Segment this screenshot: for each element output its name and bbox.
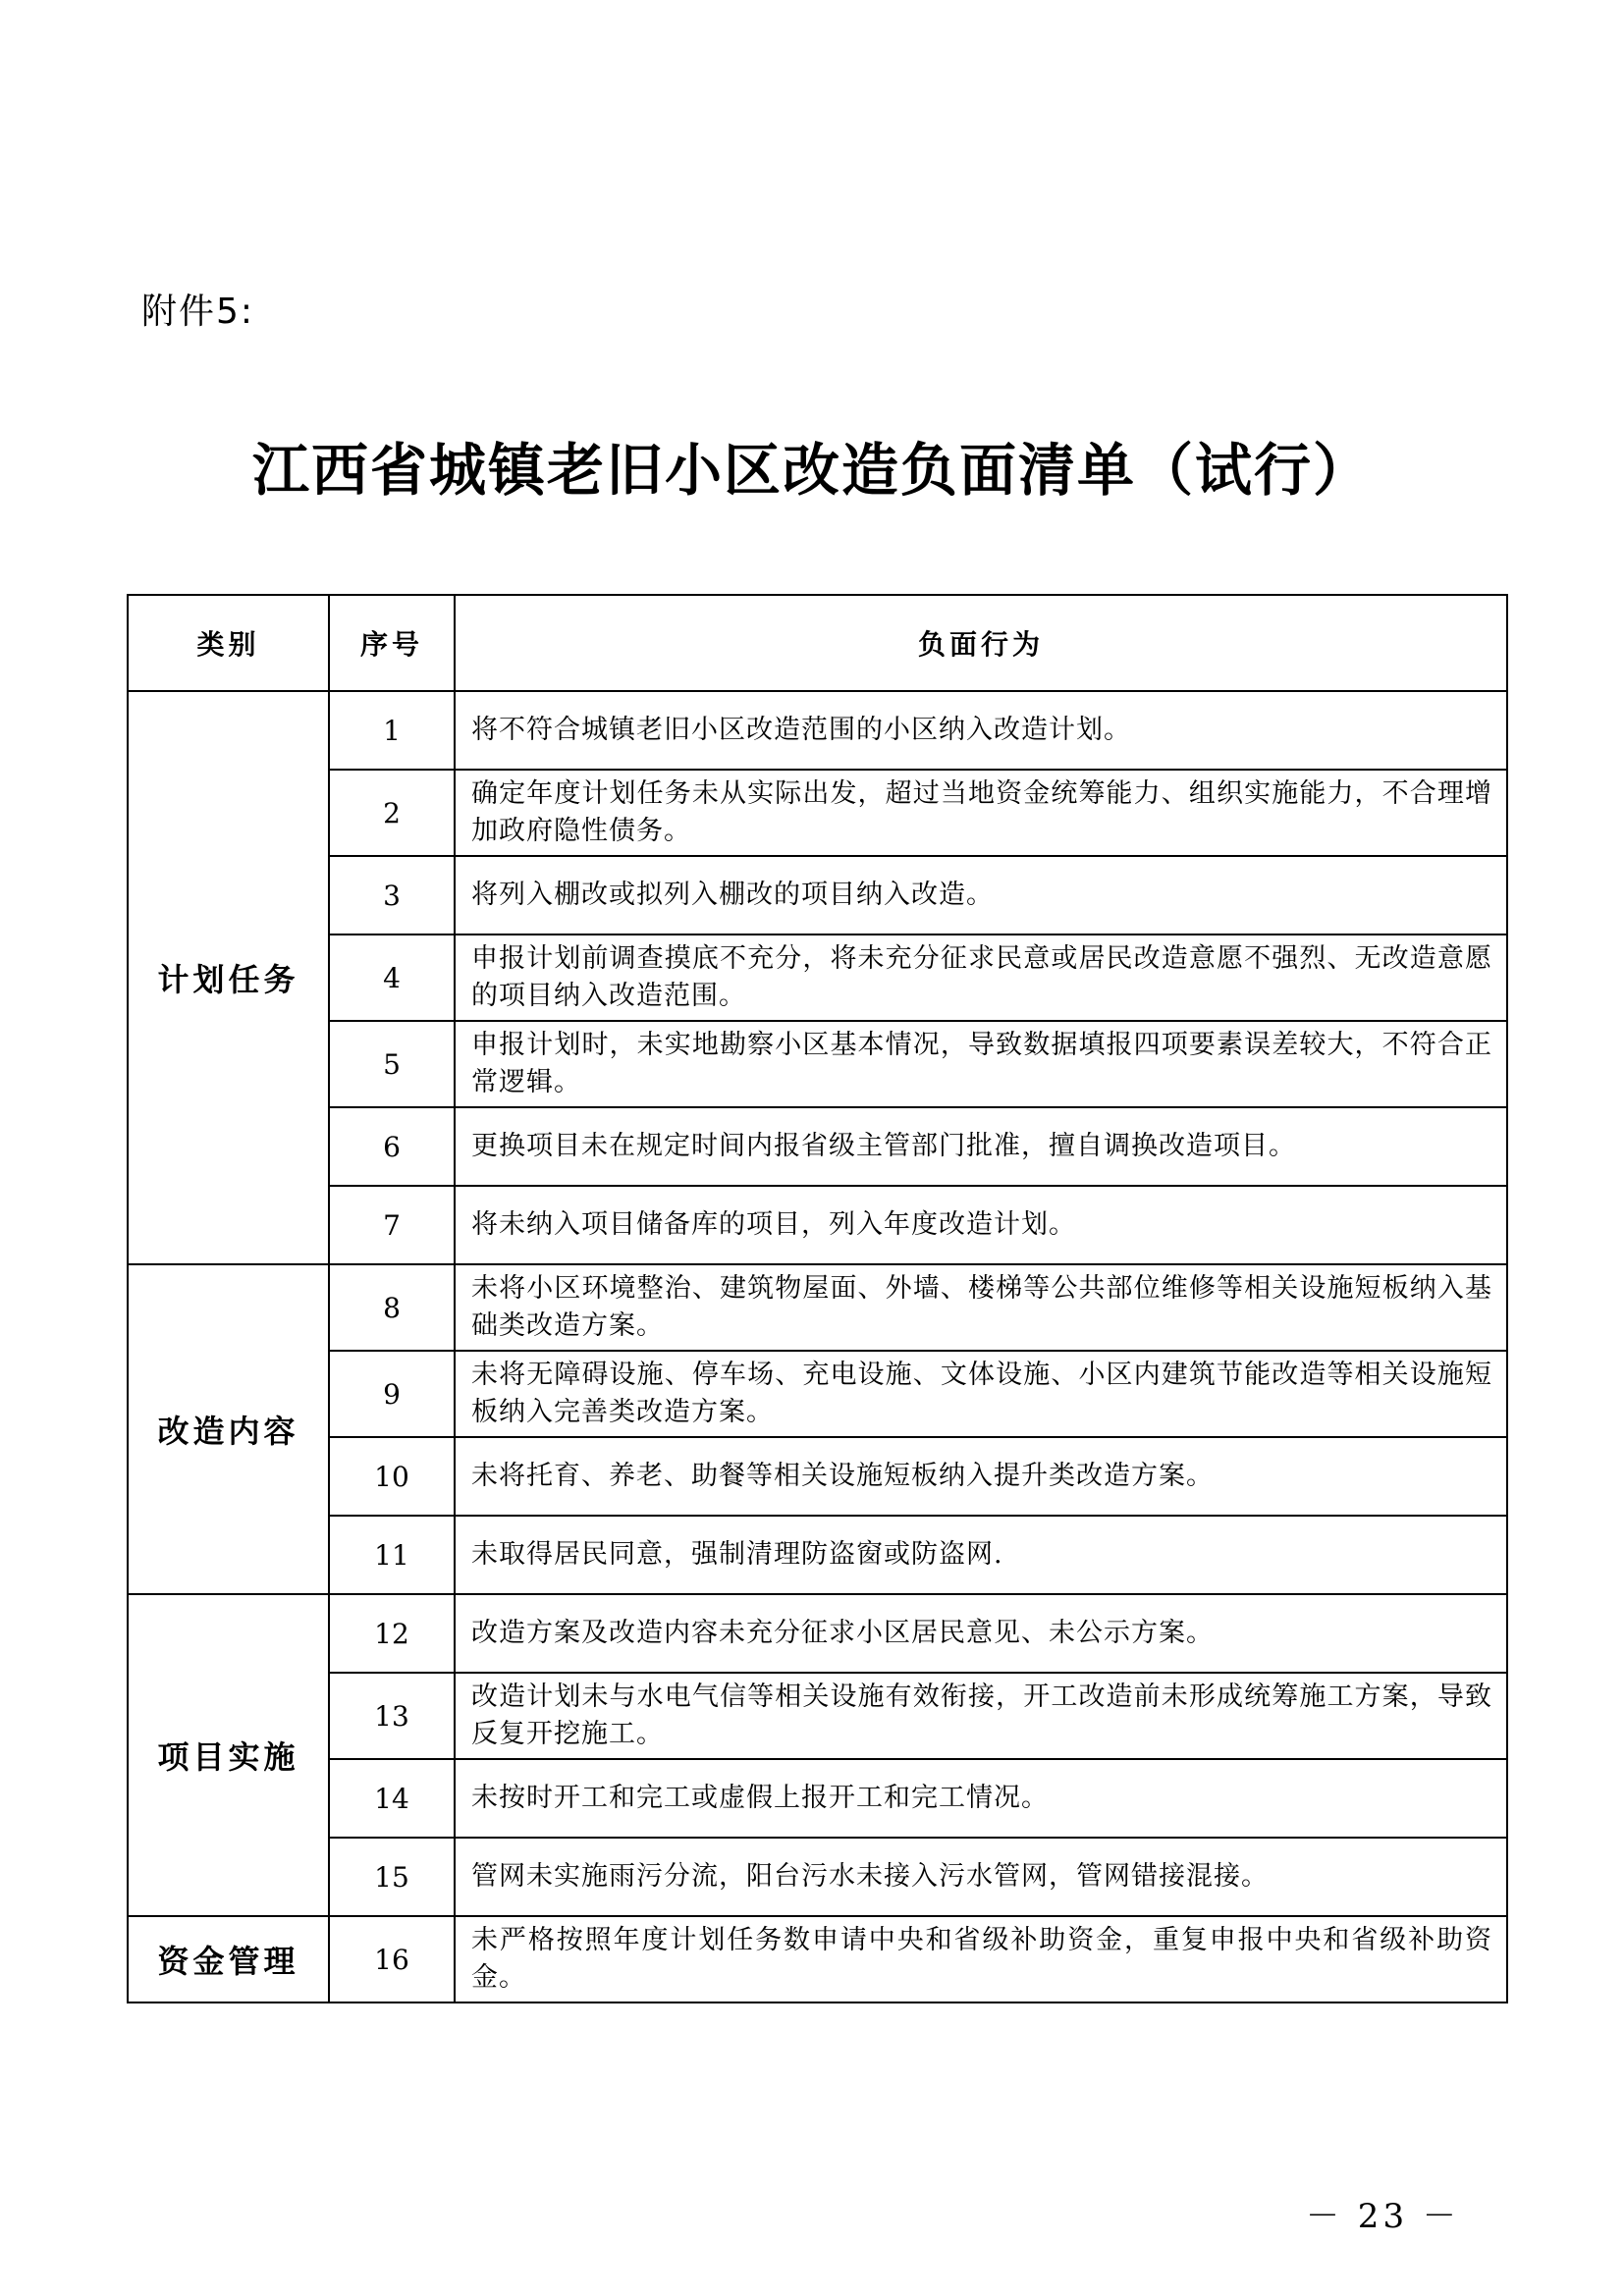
table-row (128, 1759, 1507, 1838)
number-cell: 7 (329, 1186, 455, 1264)
document-title: 江西省城镇老旧小区改造负面清单（试行） (251, 437, 1372, 504)
negative-list-table (127, 594, 1508, 2003)
number-cell: 14 (329, 1759, 455, 1838)
category-cell: 项目实施 (128, 1594, 329, 1916)
behavior-cell: 未将托育、养老、助餐等相关设施短板纳入提升类改造方案。 (455, 1437, 1507, 1516)
table-row (128, 1516, 1507, 1594)
behavior-cell: 未将无障碍设施、停车场、充电设施、文体设施、小区内建筑节能改造等相关设施短板纳入完善类改造方案。 (455, 1351, 1507, 1437)
behavior-cell: 将不符合城镇老旧小区改造范围的小区纳入改造计划。 (455, 691, 1507, 770)
behavior-cell: 未将小区环境整治、建筑物屋面、外墙、楼梯等公共部位维修等相关设施短板纳入基础类改造方案。 (455, 1264, 1507, 1351)
behavior-cell: 改造计划未与水电气信等相关设施有效衔接，开工改造前未形成统筹施工方案，导致反复开挖施工。 (455, 1673, 1507, 1759)
behavior-cell: 确定年度计划任务未从实际出发，超过当地资金统筹能力、组织实施能力，不合理增加政府隐性债务。 (455, 770, 1507, 856)
header-category: 类别 (128, 595, 329, 691)
attachment-label: 附件5: (141, 292, 255, 332)
category-cell: 计划任务 (128, 691, 329, 1264)
category-cell: 资金管理 (128, 1916, 329, 2002)
behavior-cell: 未按时开工和完工或虚假上报开工和完工情况。 (455, 1759, 1507, 1838)
behavior-cell: 申报计划时，未实地勘察小区基本情况，导致数据填报四项要素误差较大，不符合正常逻辑。 (455, 1021, 1507, 1107)
behavior-cell: 管网未实施雨污分流，阳台污水未接入污水管网，管网错接混接。 (455, 1838, 1507, 1916)
table-row (128, 1673, 1507, 1759)
number-cell: 10 (329, 1437, 455, 1516)
category-cell: 改造内容 (128, 1264, 329, 1594)
number-cell: 13 (329, 1673, 455, 1759)
table-row (128, 1351, 1507, 1437)
behavior-cell: 将列入棚改或拟列入棚改的项目纳入改造。 (455, 856, 1507, 934)
table-row (128, 934, 1507, 1021)
page-number: － 23 － (1306, 2197, 1460, 2236)
table-row (128, 1186, 1507, 1264)
header-number: 序号 (329, 595, 455, 691)
table-row (128, 1107, 1507, 1186)
number-cell: 5 (329, 1021, 455, 1107)
table-row (128, 770, 1507, 856)
number-cell: 15 (329, 1838, 455, 1916)
behavior-cell: 更换项目未在规定时间内报省级主管部门批准，擅自调换改造项目。 (455, 1107, 1507, 1186)
number-cell: 3 (329, 856, 455, 934)
behavior-cell: 未取得居民同意，强制清理防盗窗或防盗网. (455, 1516, 1507, 1594)
number-cell: 6 (329, 1107, 455, 1186)
table-body (128, 691, 1507, 2002)
table-header-row (128, 595, 1507, 691)
behavior-cell: 申报计划前调查摸底不充分，将未充分征求民意或居民改造意愿不强烈、无改造意愿的项目纳入改造范围。 (455, 934, 1507, 1021)
behavior-cell: 将未纳入项目储备库的项目，列入年度改造计划。 (455, 1186, 1507, 1264)
table-row (128, 1916, 1507, 2002)
table-row (128, 691, 1507, 770)
number-cell: 16 (329, 1916, 455, 2002)
table-row (128, 1437, 1507, 1516)
behavior-cell: 未严格按照年度计划任务数申请中央和省级补助资金，重复申报中央和省级补助资金。 (455, 1916, 1507, 2002)
header-behavior: 负面行为 (455, 595, 1507, 691)
table-row (128, 1594, 1507, 1673)
number-cell: 9 (329, 1351, 455, 1437)
number-cell: 2 (329, 770, 455, 856)
behavior-cell: 改造方案及改造内容未充分征求小区居民意见、未公示方案。 (455, 1594, 1507, 1673)
number-cell: 1 (329, 691, 455, 770)
table-row (128, 1838, 1507, 1916)
number-cell: 8 (329, 1264, 455, 1351)
number-cell: 4 (329, 934, 455, 1021)
number-cell: 12 (329, 1594, 455, 1673)
number-cell: 11 (329, 1516, 455, 1594)
table-row (128, 856, 1507, 934)
table-row (128, 1021, 1507, 1107)
table-row (128, 1264, 1507, 1351)
